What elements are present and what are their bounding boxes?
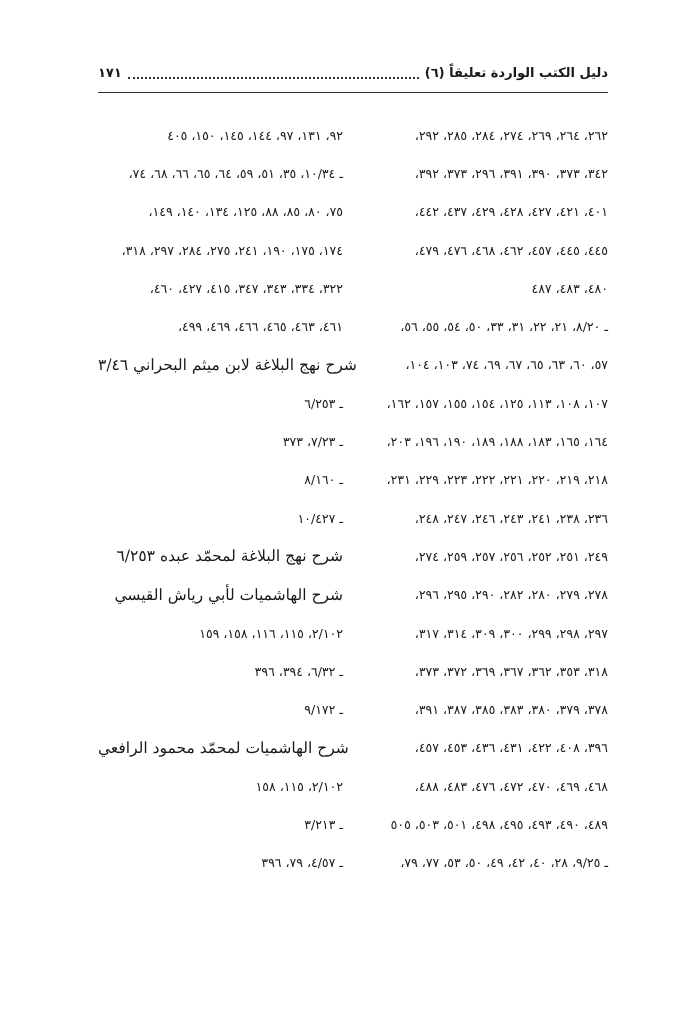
leader-dots (128, 67, 419, 79)
index-row (98, 384, 608, 422)
index-row (98, 116, 608, 154)
header-title: دليل الكتب الواردة تعليقاً (٦) (424, 65, 608, 81)
left-column-entry: ٧٥، ٨٠، ٨٥، ٨٨، ١٢٥، ١٣٤، ١٤٠، ١٤٩، (148, 204, 343, 220)
index-row (98, 576, 608, 614)
index-row (98, 499, 608, 537)
book-title-entry: شرح الهاشميات لمحمّد محمود الرافعي (98, 738, 349, 757)
index-row (98, 461, 608, 499)
left-column-entry: ٢/١٠٢، ١١٥، ١٥٨ (255, 778, 343, 794)
right-column-entry: ـ ٩/٢٥، ٢٨، ٤٠، ٤٢، ٤٩، ٥٠، ٥٣، ٧٧، ٧٩، (400, 855, 608, 871)
index-row (98, 231, 608, 269)
running-header (98, 60, 608, 86)
right-column-entry: ٢٧٨، ٢٧٩، ٢٨٠، ٢٨٢، ٢٩٠، ٢٩٥، ٢٩٦، (414, 587, 608, 603)
right-column-entry: ٣٤٢، ٣٧٣، ٣٩٠، ٣٩١، ٢٩٦، ٣٧٣، ٣٩٢، (414, 165, 608, 181)
right-column-entry: ـ ٨/٢٠، ٢١، ٢٢، ٣١، ٣٣، ٥٠، ٥٤، ٥٥، ٥٦، (400, 319, 608, 335)
index-row (98, 269, 608, 307)
right-column-entry: ٢٣٦، ٢٣٨، ٢٤١، ٢٤٣، ٢٤٦، ٢٤٧، ٢٤٨، (414, 510, 608, 526)
index-row (98, 537, 608, 575)
left-column-entry: ١٧٤، ١٧٥، ١٩٠، ٢٤١، ٢٧٥، ٢٨٤، ٢٩٧، ٣١٨، (121, 242, 343, 258)
left-column-entry: ـ ١٠/٤٢٧ (297, 510, 343, 526)
right-column-entry: ٤٠١، ٤٢١، ٤٢٧، ٤٢٨، ٤٢٩، ٤٣٧، ٤٤٢، (414, 204, 608, 220)
index-row (98, 844, 608, 882)
book-title-entry: شرح نهج البلاغة لابن ميثم البحراني ٣/٤٦ (98, 355, 357, 374)
index-row (98, 690, 608, 728)
page-number: ١٧١ (98, 65, 122, 81)
right-column-entry: ٤٤٥، ٤٤٥، ٤٥٧، ٤٦٢، ٤٦٨، ٤٧٦، ٤٧٩، (414, 242, 608, 258)
right-column-entry: ٤٦٨، ٤٦٩، ٤٧٠، ٤٧٢، ٤٧٦، ٤٨٣، ٤٨٨، (414, 778, 608, 794)
left-column-entry: ـ ٧/٢٣، ٣٧٣ (282, 434, 343, 450)
right-column-entry: ٣١٨، ٣٥٣، ٣٦٢، ٣٦٧، ٣٦٩، ٣٧٢، ٣٧٣، (414, 663, 608, 679)
left-column-entry: ـ ٣/٢١٣ (304, 816, 343, 832)
left-column-entry: ـ ٤/٥٧، ٧٩، ٣٩٦ (261, 855, 343, 871)
left-column-entry: ـ ٨/١٦٠ (304, 472, 343, 488)
left-column-entry: ٩٢، ١٣١، ٩٧، ١٤٤، ١٤٥، ١٥٠، ٤٠٥ (167, 127, 343, 143)
index-row (98, 805, 608, 843)
right-column-entry: ٣٩٦، ٤٠٨، ٤٢٢، ٤٣١، ٤٣٦، ٤٥٣، ٤٥٧، (414, 740, 608, 756)
index-row (98, 729, 608, 767)
right-column-entry: ٢١٨، ٢١٩، ٢٢٠، ٢٢١، ٢٢٢، ٢٢٣، ٢٢٩، ٢٣١، (386, 472, 608, 488)
index-row (98, 154, 608, 192)
right-column-entry: ١٠٧، ١٠٨، ١١٣، ١٢٥، ١٥٤، ١٥٥، ١٥٧، ١٦٢، (386, 395, 608, 411)
index-entries (98, 116, 608, 882)
left-column-entry: ٢/١٠٢، ١١٥، ١١٦، ١٥٨، ١٥٩ (199, 625, 343, 641)
left-column-entry: ـ ٩/١٧٢ (304, 702, 343, 718)
left-column-entry: ـ ١٠/٣٤، ٣٥، ٥١، ٥٩، ٦٤، ٦٥، ٦٦، ٦٨، ٧٤، (128, 165, 343, 181)
right-column-entry: ٤٨٩، ٤٩٠، ٤٩٣، ٤٩٥، ٤٩٨، ٥٠١، ٥٠٣، ٥٠٥ (390, 816, 608, 832)
left-column-entry: ـ ٦/٣٢، ٣٩٤، ٣٩٦ (254, 663, 343, 679)
right-column-entry: ٢٩٧، ٢٩٨، ٢٩٩، ٣٠٠، ٣٠٩، ٣١٤، ٣١٧، (414, 625, 608, 641)
index-row (98, 422, 608, 460)
left-column-entry: ٣٢٢، ٣٣٤، ٣٤٣، ٣٤٧، ٤١٥، ٤٢٧، ٤٦٠، (149, 280, 343, 296)
index-row (98, 193, 608, 231)
book-title-entry: شرح نهج البلاغة لمحمّد عبده ٦/٢٥٣ (116, 547, 343, 566)
right-column-entry: ٥٧، ٦٠، ٦٣، ٦٥، ٦٧، ٦٩، ٧٤، ١٠٣، ١٠٤، (405, 357, 608, 373)
left-column-entry: ٤٦١، ٤٦٣، ٤٦٥، ٤٦٦، ٤٦٩، ٤٩٩، (177, 319, 343, 335)
book-title-entry: شرح الهاشميات لأبي رياش القيسي (114, 585, 343, 604)
right-column-entry: ٢٦٢، ٢٦٤، ٢٦٩، ٢٧٤، ٢٨٤، ٢٨٥، ٢٩٢، (414, 127, 608, 143)
right-column-entry: ٢٤٩، ٢٥١، ٢٥٢، ٢٥٦، ٢٥٧، ٢٥٩، ٢٧٤، (414, 548, 608, 564)
header-rule (98, 92, 608, 93)
index-row (98, 307, 608, 345)
right-column-entry: ٤٨٠، ٤٨٣، ٤٨٧ (531, 280, 608, 296)
right-column-entry: ٣٧٨، ٣٧٩، ٣٨٠، ٣٨٣، ٣٨٥، ٣٨٧، ٣٩١، (414, 702, 608, 718)
left-column-entry: ـ ٦/٢٥٣ (304, 395, 343, 411)
index-row (98, 614, 608, 652)
index-row (98, 767, 608, 805)
index-row (98, 652, 608, 690)
index-row (98, 346, 608, 384)
right-column-entry: ١٦٤، ١٦٥، ١٨٣، ١٨٨، ١٨٩، ١٩٠، ١٩٦، ٢٠٣، (386, 434, 608, 450)
